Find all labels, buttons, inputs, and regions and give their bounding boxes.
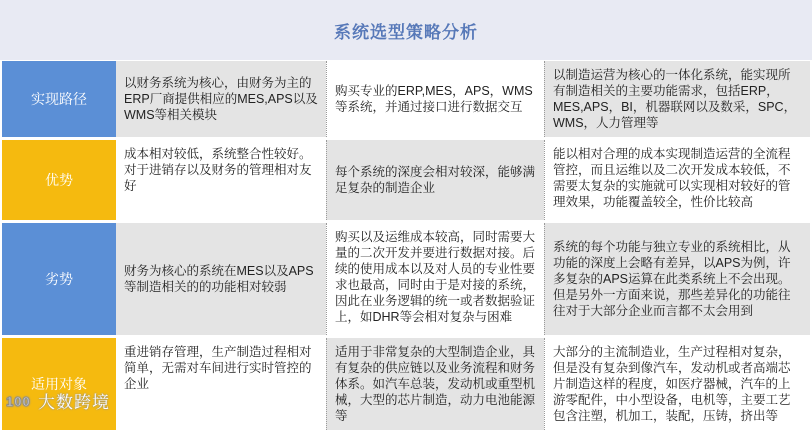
watermark xyxy=(6,388,110,413)
table-cell: 适用于非常复杂的大型制造企业，具有复杂的供应链以及业务流程和财务体系。如汽车总装，发动机或重型机械，大型的芯片制造，动力电池能源等 xyxy=(326,338,544,430)
table-cell: 财务为核心的系统在MES以及APS等制造相关的的功能相对较弱 xyxy=(116,223,326,335)
table-row xyxy=(2,338,810,430)
row-label-advantages: 优势 xyxy=(2,140,116,220)
table-cell: 购买以及运维成本较高，同时需要大量的二次开发并要进行数据对接。后续的使用成本以及对人员的专业性要求也最高，同时由于是对接的系统，因此在业务逻辑的统一或者数据验证上，如DHR等会相对复杂与困难 xyxy=(326,223,544,335)
table-cell: 成本相对较低，系统整合性较好。对于进销存以及财务的管理相对友好 xyxy=(116,140,326,220)
table-cell: 购买专业的ERP,MES，APS，WMS等系统，并通过接口进行数据交互 xyxy=(326,61,544,137)
table-cell: 每个系统的深度会相对较深，能够满足复杂的制造企业 xyxy=(326,140,544,220)
row-label-applicable: 适用对象 xyxy=(2,338,116,430)
watermark-text: 大数跨境 xyxy=(38,393,110,412)
table-row xyxy=(2,140,810,220)
svg-text:100: 100 xyxy=(6,393,31,409)
brand-logo-icon xyxy=(6,391,32,411)
table-cell: 系统的每个功能与独立专业的系统相比，从功能的深度上会略有差异，以APS为例，许多复杂的APS运算在此类系统上不会出现。但是另外一方面来说，那些差异化的功能往往对于大部分企业而言都不太会用到 xyxy=(544,223,810,335)
table-row xyxy=(2,223,810,335)
table-cell: 重进销存管理，生产制造过程相对简单，无需对车间进行实时管控的企业 xyxy=(116,338,326,430)
table-cell: 以制造运营为核心的一体化系统，能实现所有制造相关的主要功能需求，包括ERP，MES,APS，BI，机器联网以及数采，SPC，WMS，人力管理等 xyxy=(544,61,810,137)
row-label-path: 实现路径 xyxy=(2,61,116,137)
row-label-disadvantages: 劣势 xyxy=(2,223,116,335)
title-bar xyxy=(0,0,812,60)
table-cell: 以财务系统为核心，由财务为主的ERP厂商提供相应的MES,APS以及WMS等相关模块 xyxy=(116,61,326,137)
table-row xyxy=(2,61,810,137)
strategy-table xyxy=(2,58,810,433)
table-cell: 大部分的主流制造业，生产过程相对复杂，但是没有复杂到像汽车，发动机或者高端芯片制造这样的程度，如医疗器械，汽车的上游零配件，中小型设备，电机等，主要工艺包含注塑，机加工，装配，压铸，挤出等 xyxy=(544,338,810,430)
table-cell: 能以相对合理的成本实现制造运营的全流程管控，而且运维以及二次开发成本较低，不需要太复杂的实施就可以实现相对较好的管理效果，功能覆盖较全，性价比较高 xyxy=(544,140,810,220)
page-title: 系统选型策略分析 xyxy=(334,22,478,42)
